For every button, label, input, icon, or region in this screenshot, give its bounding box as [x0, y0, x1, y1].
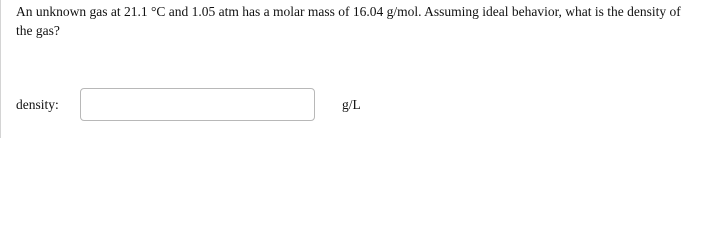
density-label: density: [16, 97, 59, 112]
density-input[interactable] [80, 88, 315, 121]
answer-row [16, 88, 696, 121]
question-text: An unknown gas at 21.1 °C and 1.05 atm has a molar mass of 16.04 g/mol. Assuming ideal behavior, what is the density of the gas? [16, 4, 681, 38]
panel-divider [0, 0, 1, 138]
density-unit: g/L [342, 97, 361, 112]
